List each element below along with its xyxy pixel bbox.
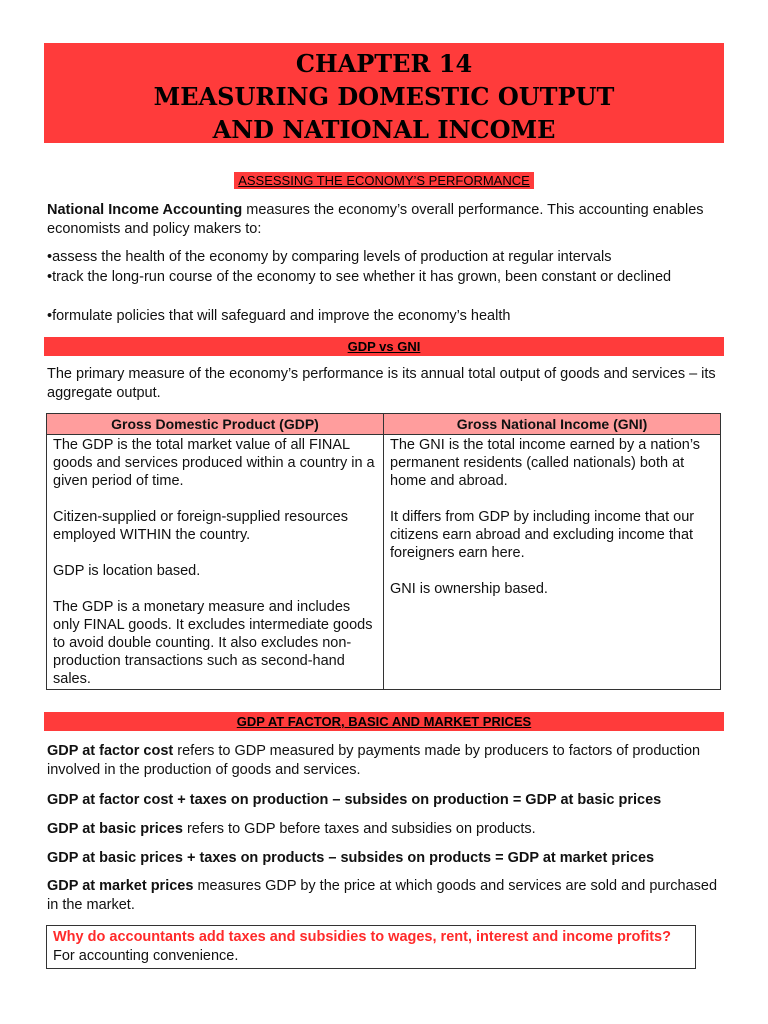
market-prices-equation: GDP at basic prices + taxes on products – subsides on products = GDP at market prices [47,850,655,866]
market-prices-text: measures GDP by the price at which goods and services are sold and purchased in the market. [47,878,718,913]
gni-definition: The GNI is the total income earned by a nation’s permanent residents (called nationals) both at home and abroad. [390,437,701,489]
national-income-accounting-term: National Income Accounting [47,202,243,218]
factor-cost-text: refers to GDP measured by payments made by producers to factors of production involved in the production of goods and services. [47,743,701,778]
gni-ownership: GNI is ownership based. [390,581,548,597]
bullet-item: •formulate policies that will safeguard and improve the economy’s health [47,308,511,324]
primary-measure-paragraph: The primary measure of the economy’s performance is its annual total output of goods and services – its aggregate output. [47,366,716,401]
basic-prices-term: GDP at basic prices [47,821,183,837]
callout-question: Why do accountants add taxes and subsidies to wages, rent, interest and income profits? [53,929,671,945]
gdp-vs-gni-table [46,413,721,690]
gni-difference: It differs from GDP by including income that our citizens earn abroad and excluding income that foreigners earn here. [390,509,695,561]
gdp-definition: The GDP is the total market value of all FINAL goods and services produced within a country in a given period of time. [53,437,375,489]
bullet-item: •track the long-run course of the economy to see whether it has grown, been constant or declined [47,269,672,285]
chapter-number: CHAPTER 14 [295,49,473,78]
chapter-title-line-2: AND NATIONAL INCOME [212,115,556,144]
market-prices-paragraph [47,877,727,915]
basic-prices-text: refers to GDP before taxes and subsidies on products. [182,821,536,837]
gdp-resources: Citizen-supplied or foreign-supplied resources employed WITHIN the country. [53,509,348,543]
gdp-column-header: Gross Domestic Product (GDP) [47,414,384,435]
section-2-heading-bar [44,337,724,356]
chapter-title-line-1: MEASURING DOMESTIC OUTPUT [153,82,615,111]
factor-cost-term: GDP at factor cost [47,743,174,759]
gdp-cell [47,435,384,690]
basic-prices-paragraph [47,820,727,839]
section-3-heading-bar [44,712,724,731]
national-income-accounting-paragraph [47,201,727,239]
basic-prices-equation: GDP at factor cost + taxes on production – subsides on production = GDP at basic prices [47,792,662,808]
market-prices-term: GDP at market prices [47,878,194,894]
section-2-heading: GDP vs GNI [347,339,421,354]
chapter-title-banner [44,43,724,143]
gdp-monetary-measure: The GDP is a monetary measure and includes only FINAL goods. It excludes intermediate goods to avoid double counting. It also excludes non-production transactions such as second-hand sales. [53,599,373,687]
section-1-heading: ASSESSING THE ECONOMY’S PERFORMANCE [234,172,534,189]
national-income-accounting-text: measures the economy’s overall performance. This accounting enables economists and policy makers to: [47,202,704,237]
bullet-item: •assess the health of the economy by comparing levels of production at regular intervals [47,249,612,265]
gni-column-header: Gross National Income (GNI) [384,414,721,435]
section-1-heading-wrap [0,172,768,190]
section-3-heading: GDP AT FACTOR, BASIC AND MARKET PRICES [236,714,532,729]
callout-answer: For accounting convenience. [53,948,239,964]
factor-cost-paragraph [47,742,727,780]
gni-cell [384,435,721,690]
gdp-location: GDP is location based. [53,563,201,579]
question-callout-box [46,925,696,969]
